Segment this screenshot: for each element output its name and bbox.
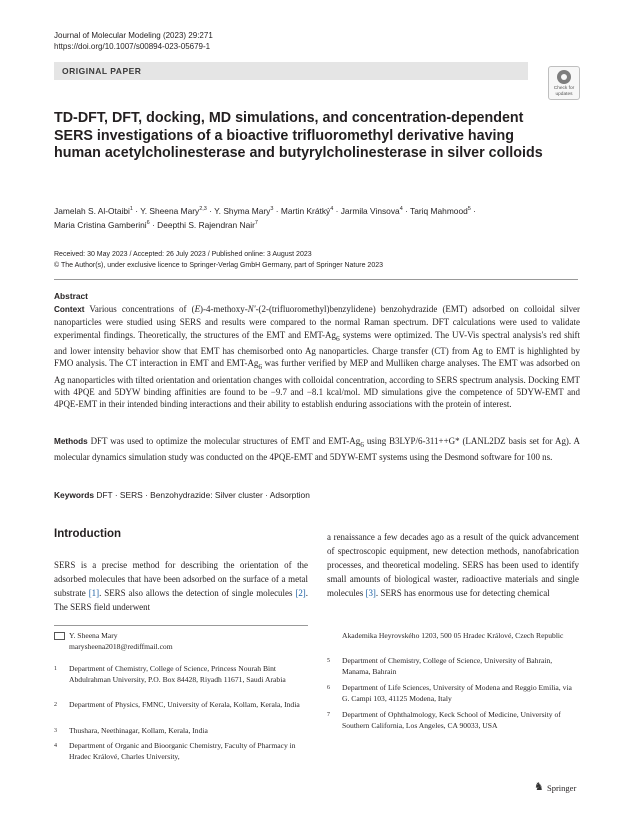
citation-link[interactable]: [1] (88, 588, 100, 598)
publication-dates (54, 250, 574, 271)
author[interactable]: Jarmila Vinsova$^4$ (340, 206, 403, 216)
footnote-divider (54, 625, 308, 626)
crossmark-label: Check for updates (553, 86, 575, 97)
citation-link[interactable]: [2] (295, 588, 306, 598)
author[interactable]: Tariq Mahmood$^5$ (410, 206, 471, 216)
publisher-name: Springer (547, 783, 577, 793)
author[interactable]: Deepthi S. Rajendran Nair$^7$ (157, 220, 258, 230)
author[interactable]: Y. Sheena Mary$^{2,3}$ (140, 206, 207, 216)
author[interactable]: Martin Krátký$^4$ (280, 206, 334, 216)
affiliation: 2 Department of Physics, FMNC, University of Kerala, Kollam, Kerala, India (54, 700, 300, 709)
journal-header (54, 30, 213, 52)
author[interactable]: Maria Cristina Gamberini$^6$ (54, 220, 150, 230)
affiliation-continued: Akademika Heyrovského 1203, 500 05 Hradec Králové, Czech Republic (342, 631, 564, 640)
author[interactable]: Jamelah S. Al-Otaibi$^1$ (54, 206, 133, 216)
article-type-label: ORIGINAL PAPER (62, 66, 142, 76)
copyright-notice: © The Author(s), under exclusive licence to Springer-Verlag GmbH Germany, part of Springer Nature 2023 (54, 261, 383, 269)
article-type-banner (54, 62, 528, 80)
crossmark-badge[interactable] (548, 66, 580, 100)
crossmark-icon-center (561, 74, 567, 80)
affiliation: 3 Thushara, Neethinagar, Kollam, Kerala, India (54, 726, 208, 735)
context-label: Context (54, 305, 85, 314)
journal-citation: Journal of Molecular Modeling (2023) 29:271 (54, 31, 213, 40)
springer-horse-icon: ♞ (534, 781, 544, 793)
keywords (54, 490, 580, 500)
abstract-context: Context Various concentrations of (E)-4-methoxy-N'-(2-(trifluoromethyl)benzylidene) benzohydrazide (EMT) adsorbed on colloidal silver nanoparticles were studied using SERS and results were compared to the normal Raman spectrum. DFT calculations were used to validate experimental findings. Theoretically, the structures of the EMT and EMT-$Ag_6$ systems were optimized. The UV-Vis spectral analysis's red shift and lower intensity behavior show that EMT has chemisorbed onto Ag nanoparticles. Charge transfer (CT) from Ag to EMT is highlighted by FMO analysis. The CT interaction in EMT and EMT-$Ag_6$ was further verified by MEP and Mulliken charge analyses. The EMT was adsorbed on Ag nanoparticles with tilted orientation and orientation changes with colloidal concentration, according to SERS spectrum analysis. Docking EMT with 4PQE and 5DYW binding affinities are found to be −9.7 and −8.1 kcal/mol. MD simulations give the competence of 5DYW-EMT and 4PQE-EMT in their intended binding interactions and their ability to establish enduring associations with the protein of interest. (54, 304, 580, 410)
divider (54, 279, 578, 280)
doi-link[interactable]: https://doi.org/10.1007/s00894-023-05679-1 (54, 42, 211, 51)
abstract-heading: Abstract (54, 291, 88, 301)
citation-link[interactable]: [3] (365, 588, 376, 598)
abstract-methods: Methods DFT was used to optimize the molecular structures of EMT and EMT-$Ag_6$ using B3LYP/6-311++G* (LANL2DZ basis set for Ag). A molecular dynamics simulation study was conducted on the 4PQE-EMT and 5DYW-EMT systems using the Desmond software for 100 ns. (54, 436, 580, 463)
affiliation: 4 Department of Organic and Bioorganic Chemistry, Faculty of Pharmacy in Hradec Králové, Charles University, (54, 741, 296, 761)
keywords-list: DFT · SERS · Benzohydrazide: Silver cluster · Adsorption (94, 490, 310, 500)
keywords-label: Keywords (54, 490, 95, 500)
affiliation: 6 Department of Life Sciences, University of Modena and Reggio Emilia, via G. Campi 103, 41125 Modena, Italy (327, 683, 572, 703)
crossmark-icon (557, 70, 571, 84)
author-list: Jamelah S. Al-Otaibi$^1$ · Y. Sheena Mary$^{2,3}$ · Y. Shyma Mary$^3$ · Martin Krátký$^4$ · Jarmila Vinsova$^4$ · Tariq Mahmood$^5$ · Maria Cristina Gamberini$^6$ · Deepthi S. Rajendran Nair$^7$ (54, 206, 476, 230)
author[interactable]: Y. Shyma Mary$^3$ (214, 206, 274, 216)
article-title: TD-DFT, DFT, docking, MD simulations, and concentration-dependent SERS investigations of a bioactive trifluoromethyl derivative having human acetylcholinesterase and butyrylcholinesterase in silver colloids (54, 110, 543, 161)
envelope-icon (54, 632, 65, 640)
affiliation: 7 Department of Ophthalmology, Keck School of Medicine, University of Southern California, Los Angeles, CA 90033, USA (327, 710, 561, 730)
affiliation: 1 Department of Chemistry, College of Science, Princess Nourah Bint Abdulrahman University, P.O. Box 84428, Riyadh 11671, Saudi Arabia (54, 664, 286, 684)
affiliation: 5 Department of Chemistry, College of Science, University of Bahrain, Manama, Bahrain (327, 656, 553, 676)
introduction-right-column: a renaissance a few decades ago as a result of the quick advancement of spectroscopic equipment, new detection methods, nanofabrication processes, and theoretical modeling. SERS has been used to identify small amounts of biological waster, radioactive materials and single molecules [3]. SERS has enormous use for detecting chemical (327, 532, 579, 598)
corresponding-name: Y. Sheena Mary (69, 631, 118, 640)
history-dates: Received: 30 May 2023 / Accepted: 26 July 2023 / Published online: 3 August 2023 (54, 251, 312, 258)
introduction-heading: Introduction (54, 528, 122, 540)
introduction-left-column: SERS is a precise method for describing the orientation of the adsorbed molecules that have been adsorbed on the surface of a metal substrate [1]. SERS also allows the detection of single molecules [2]. The SERS field underwent (54, 560, 308, 612)
corresponding-email[interactable]: marysheena2018@rediffmail.com (69, 641, 173, 651)
methods-label: Methods (54, 437, 88, 446)
